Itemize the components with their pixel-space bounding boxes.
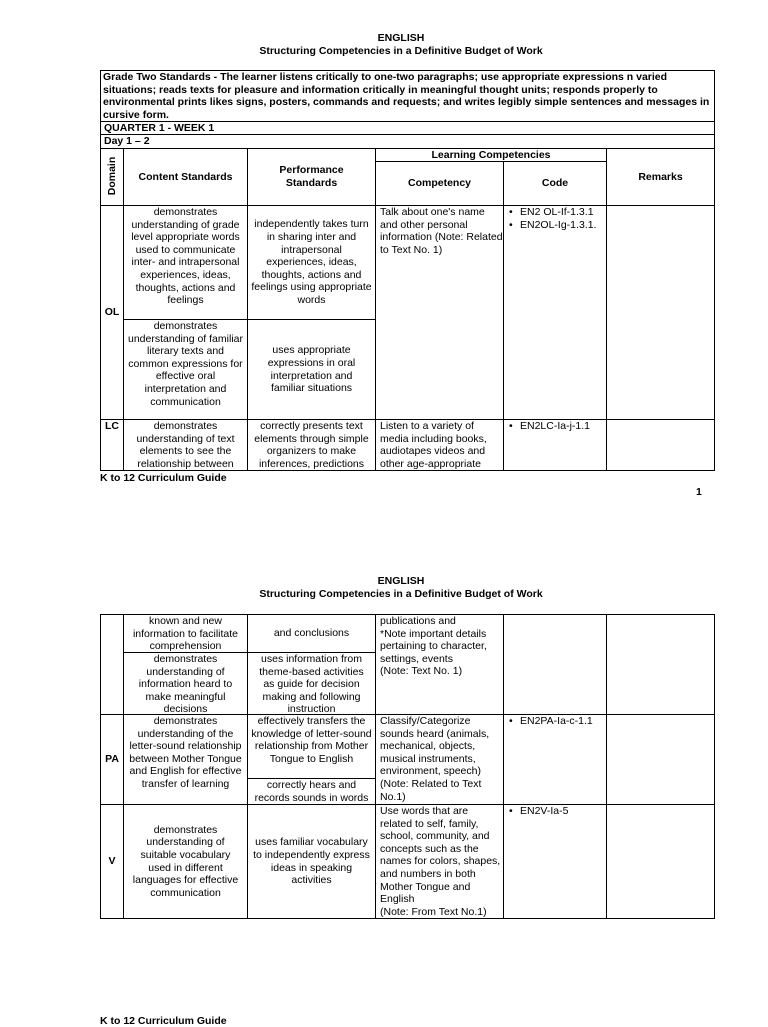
- subject-title-2: ENGLISH: [377, 575, 425, 587]
- ol-content-standard-1: demonstrates understanding of grade level appropriate words used to communicate inter- and intrapersonal experiences, ideas, thoughts, actions and feelings: [123, 205, 248, 320]
- domain-header: Domain: [106, 156, 118, 196]
- pa-competency: Classify/Categorize sounds heard (animals, mechanical, objects, musical instruments, environment, speech) (Note: Related to Text No.1): [375, 714, 504, 805]
- domain-pa: PA: [100, 714, 124, 805]
- lc-code-cell: [503, 419, 607, 471]
- domain-lc-cont: [100, 614, 124, 715]
- v-code-list: [504, 805, 606, 818]
- pa-performance-standard-1: effectively transfers the knowledge of letter-sound relationship from Mother Tongue to English: [247, 714, 376, 779]
- v-code-1: • EN2V-Ia-5: [504, 805, 606, 818]
- subject-title: ENGLISH: [377, 32, 425, 44]
- domain-ol: OL: [100, 205, 124, 420]
- ol-performance-standard-2: uses appropriate expressions in oral interpretation and familiar situations: [247, 319, 376, 420]
- lc-code-list: [504, 420, 606, 433]
- ol-code-list: [504, 206, 606, 231]
- lc-remarks: [606, 419, 715, 471]
- grade-standards-text: Grade Two Standards - The learner listens critically to one-two paragraphs; use appropriate expressions n varied situations; reads texts for pleasure and information critically in meaningful thought units; responds properly to environmental prints likes signs, posters, commands and requests; and writes legibly simple sentences and messages in cursive form.: [103, 71, 710, 121]
- v-remarks: [606, 804, 715, 919]
- remarks-header: Remarks: [606, 148, 715, 206]
- pa-code-1: • EN2PA-Ia-c-1.1: [504, 715, 606, 728]
- ol-code-1: • EN2 OL-If-1.3.1: [504, 206, 606, 219]
- lc-competency: Listen to a variety of media including books, audiotapes videos and other age-appropriate: [375, 419, 504, 471]
- v-code-cell: [503, 804, 607, 919]
- pa-performance-standard-2: correctly hears and records sounds in words: [247, 778, 376, 805]
- lc-performance-standard: correctly presents text elements through simple organizers to make inferences, predictions: [247, 419, 376, 471]
- v-competency: Use words that are related to self, family, school, community, and concepts such as the names for colors, shapes, and numbers in both Mother Tongue and English (Note: From Text No.1): [375, 804, 504, 919]
- lc-performance-standard-cont: and conclusions: [247, 614, 376, 653]
- ol-remarks: [606, 205, 715, 420]
- page-footer: K to 12 Curriculum Guide: [100, 472, 227, 484]
- pa-remarks: [606, 714, 715, 805]
- v-performance-standard: uses familiar vocabulary to independently express ideas in speaking activities: [247, 804, 376, 919]
- document-subtitle: Structuring Competencies in a Definitive Budget of Work: [259, 45, 543, 57]
- v-content-standard: demonstrates understanding of suitable vocabulary used in different languages for effective communication: [123, 804, 248, 919]
- lc-content-standard-2: demonstrates understanding of information heard to make meaningful decisions: [123, 652, 248, 715]
- lc-content-standard-cont: known and new information to facilitate comprehension: [123, 614, 248, 653]
- lc-code-1: • EN2LC-Ia-j-1.1: [504, 420, 606, 433]
- pa-code-cell: [503, 714, 607, 805]
- pa-content-standard: demonstrates understanding of the letter-sound relationship between Mother Tongue and English for effective transfer of learning: [123, 714, 248, 805]
- lc-remarks-cont: [606, 614, 715, 715]
- code-header: Code: [503, 161, 607, 206]
- pa-code-list: [504, 715, 606, 728]
- ol-code-cell: [503, 205, 607, 420]
- page-footer-2: K to 12 Curriculum Guide: [100, 1015, 227, 1027]
- learning-competencies-header: Learning Competencies: [375, 148, 607, 162]
- performance-standards-header: Performance Standards: [247, 148, 376, 206]
- quarter-label: QUARTER 1 - WEEK 1: [100, 121, 715, 135]
- ol-competency: Talk about one's name and other personal information (Note: Related to Text No. 1): [375, 205, 504, 420]
- ol-performance-standard-1: independently takes turn in sharing inter and intrapersonal experiences, ideas, thoughts, actions and feelings using appropriate words: [247, 205, 376, 320]
- day-label: Day 1 – 2: [100, 134, 715, 149]
- document-subtitle-2: Structuring Competencies in a Definitive Budget of Work: [259, 588, 543, 600]
- ol-code-2: • EN2OL-Ig-1.3.1.: [504, 219, 606, 232]
- lc-code-cont: [503, 614, 607, 715]
- lc-competency-cont: publications and *Note important details pertaining to character, settings, events (Note: Text No. 1): [375, 614, 504, 715]
- competency-header: Competency: [375, 161, 504, 206]
- domain-v: V: [100, 804, 124, 919]
- content-standards-header: Content Standards: [123, 148, 248, 206]
- page-number: 1: [696, 486, 702, 498]
- domain-lc: LC: [100, 419, 124, 471]
- ol-content-standard-2: demonstrates understanding of familiar literary texts and common expressions for effective oral interpretation and communication: [123, 319, 248, 420]
- table-bottom-edge: [100, 470, 715, 471]
- lc-content-standard: demonstrates understanding of text elements to see the relationship between: [123, 419, 248, 471]
- lc-performance-standard-2: uses information from theme-based activities as guide for decision making and following instruction: [247, 652, 376, 715]
